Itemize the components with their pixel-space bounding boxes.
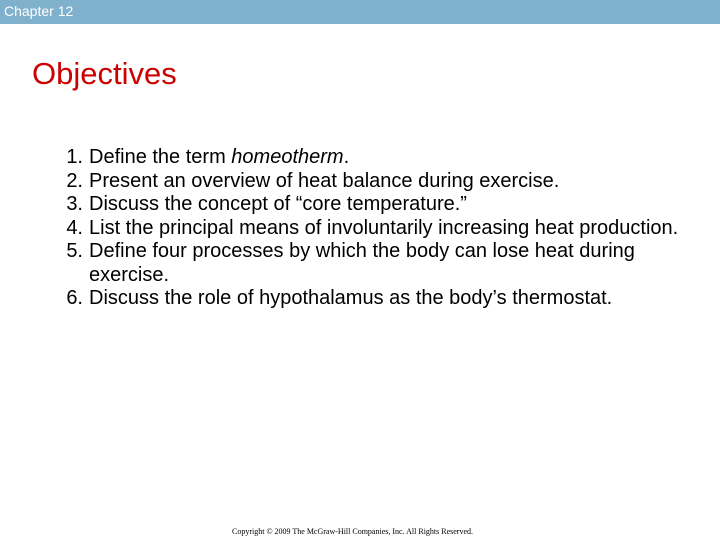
objective-item	[53, 240, 693, 287]
objective-number: 1.	[66, 146, 83, 168]
objective-text-italic: homeotherm	[231, 146, 344, 168]
objective-text: Define four processes by which the body can lose heat during exercise.	[89, 240, 635, 286]
objective-text: Present an overview of heat balance during exercise.	[89, 169, 560, 192]
objective-number: 2.	[66, 169, 83, 192]
header-bar	[0, 0, 720, 24]
objective-text: Discuss the concept of “core temperature.”	[89, 193, 467, 215]
objectives-list	[53, 146, 693, 311]
objective-item	[53, 170, 693, 194]
objective-item	[53, 193, 693, 217]
objective-item	[53, 287, 693, 311]
copyright-footer: Copyright © 2009 The McGraw-Hill Companies, Inc. All Rights Reserved.	[232, 527, 474, 536]
chapter-label: Chapter 12	[4, 3, 74, 19]
objective-number: 4.	[66, 216, 83, 239]
objective-number: 3.	[66, 193, 83, 215]
objective-item	[53, 217, 693, 241]
objective-text: Define the term	[89, 146, 232, 168]
objective-item	[53, 146, 693, 170]
objective-number: 5.	[66, 240, 83, 262]
objective-text: List the principal means of involuntarily increasing heat production.	[89, 216, 679, 239]
objective-text: .	[343, 146, 350, 168]
objective-number: 6.	[66, 287, 83, 309]
objective-text: Discuss the role of hypothalamus as the body’s thermostat.	[89, 287, 613, 309]
slide-title: Objectives	[32, 56, 177, 91]
